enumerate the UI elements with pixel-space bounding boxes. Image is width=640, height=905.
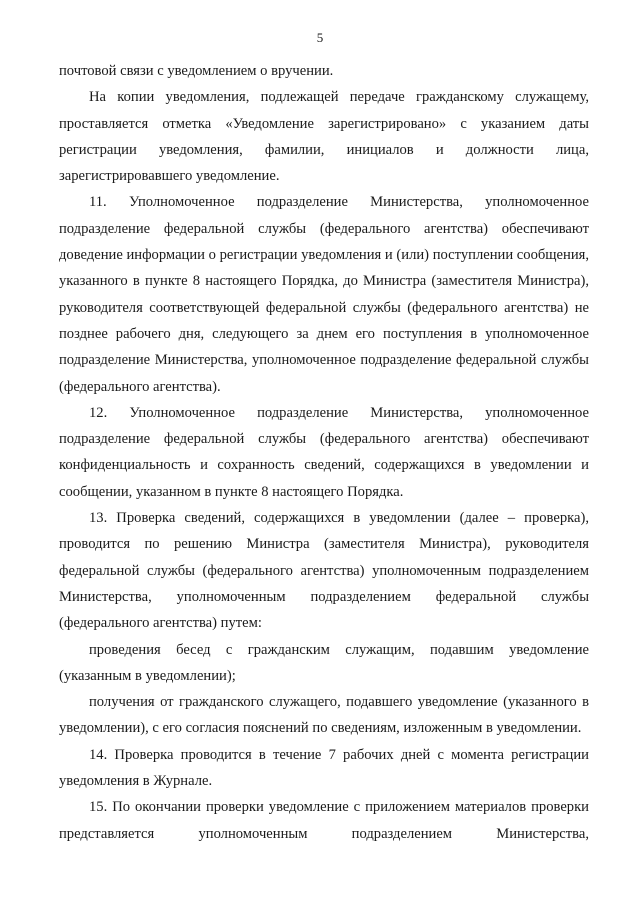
document-body — [59, 58, 589, 847]
paragraph-11: 11. Уполномоченное подразделение Министерства, уполномоченное подразделение федеральной службы (федерального агентства) обеспечивают доведение информации о регистрации уведомления и (или) поступлении сообщения, указанного в пункте 8 настоящего Порядка, до Министра (заместителя Министра), руководителя соответствующей федеральной службы (федерального агентства) не позднее рабочего дня, следующего за днем его поступления в уполномоченное подразделение Министерства, уполномоченное подразделение федеральной службы (федерального агентства). — [59, 194, 589, 395]
paragraph-13-item-2: получения от гражданского служащего, подавшего уведомление (указанного в уведомлении), с его согласия пояснений по сведениям, изложенным в уведомлении. — [59, 694, 589, 737]
paragraph-13-item-1: проведения бесед с гражданским служащим, подавшим уведомление (указанным в уведомлении); — [59, 641, 589, 684]
paragraph-copy-note: На копии уведомления, подлежащей передаче гражданскому служащему, проставляется отметка «Уведомление зарегистрировано» с указанием даты регистрации уведомления, фамилии, инициалов и должности лица, зарегистрировавшего уведомление. — [59, 89, 589, 185]
page-number: 5 — [316, 30, 324, 45]
paragraph-12: 12. Уполномоченное подразделение Министерства, уполномоченное подразделение федеральной службы (федерального агентства) обеспечивают конфиденциальность и сохранность сведений, содержащихся в уведомлении и сообщении, указанном в пункте 8 настоящего Порядка. — [59, 404, 589, 500]
paragraph-continuation: почтовой связи с уведомлением о вручении. — [59, 63, 334, 79]
paragraph-15: 15. По окончании проверки уведомление с приложением материалов проверки представляется уполномоченным подразделением Министерства, — [59, 799, 589, 842]
paragraph-13: 13. Проверка сведений, содержащихся в уведомлении (далее – проверка), проводится по решению Министра (заместителя Министра), руководителя федеральной службы (федерального агентства) уполномоченным подразделением Министерства, уполномоченным подразделением федеральной службы (федерального агентства) путем: — [59, 510, 589, 632]
paragraph-14: 14. Проверка проводится в течение 7 рабочих дней с момента регистрации уведомления в Журнале. — [59, 746, 589, 790]
